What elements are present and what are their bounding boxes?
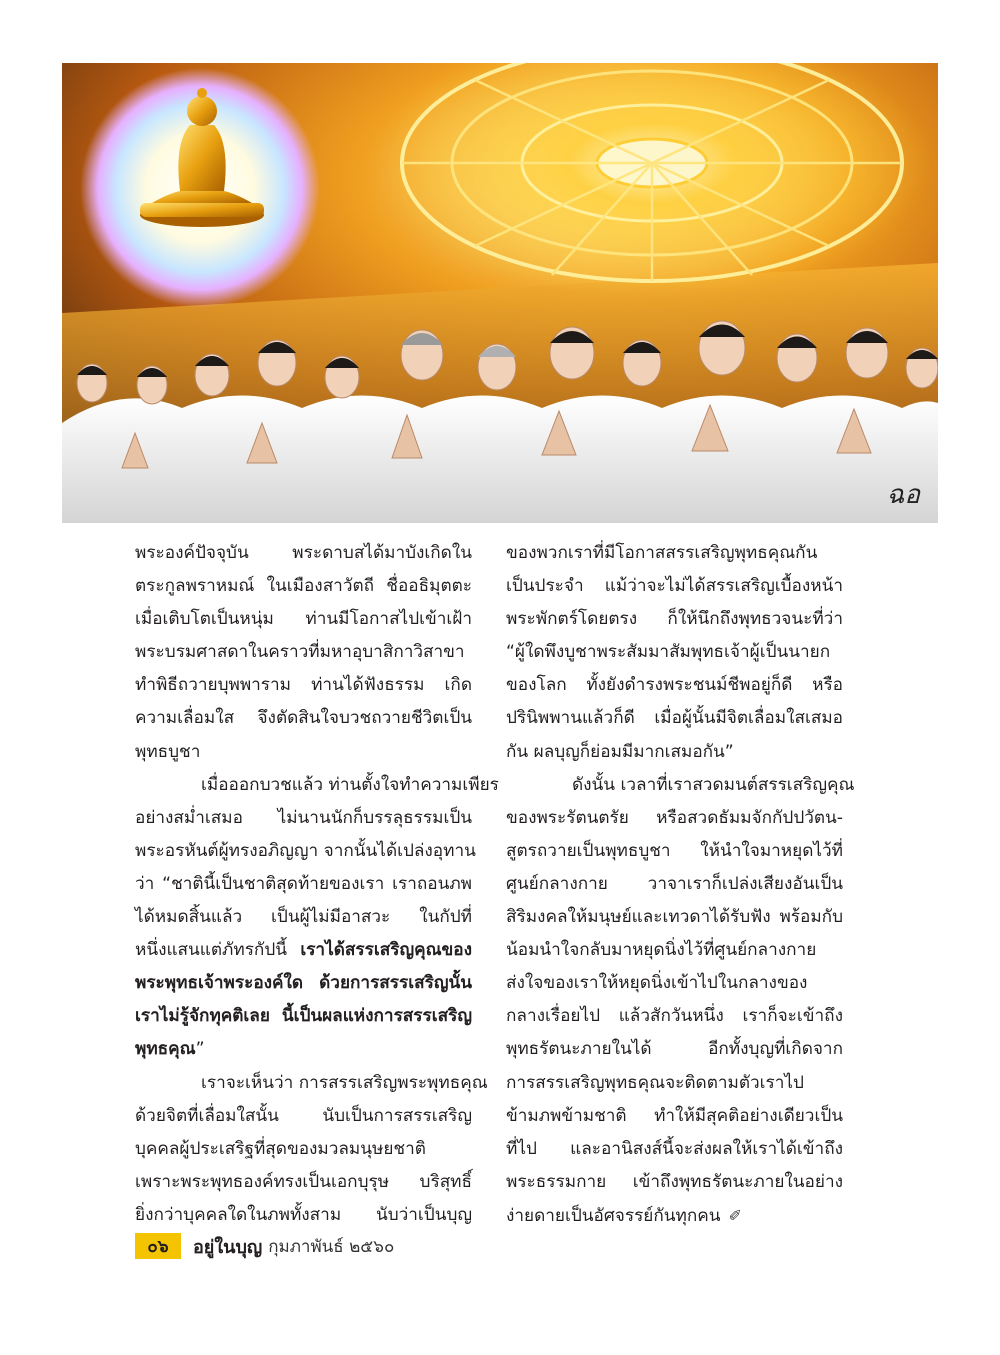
text-line: ของโลก ทั้งยังดำรงพระชนม์ชีพอยู่ก็ดี หรือ — [506, 675, 843, 696]
text-line: เป็นประจำ แม้ว่าจะไม่ได้สรรเสริญเบื้องหน้า — [506, 576, 843, 597]
text-line: พระบรมศาสดาในคราวที่มหาอุบาสิกาวิสาขา — [135, 642, 465, 663]
text-line: ข้ามภพข้ามชาติ ทำให้มีสุคติอย่างเดียวเป็น — [506, 1105, 843, 1126]
text-line: ดังนั้น เวลาที่เราสวดมนต์สรรเสริญคุณ — [572, 774, 855, 795]
left-column — [135, 537, 499, 1232]
text-line: กลางเรื่อยไป แล้วสักวันหนึ่ง เราก็จะเข้าถึง — [506, 1006, 843, 1027]
issue-date: กุมภาพันธ์ ๒๕๖๐ — [268, 1236, 395, 1257]
text-line: พุทธบูชา — [135, 741, 201, 762]
text-line: ด้วยจิตที่เลื่อมใสนั้น นับเป็นการสรรเสริญ — [135, 1105, 472, 1126]
text-line: ของพระรัตนตรัย หรือสวดธัมมจักกัปปวัตน- — [506, 807, 843, 828]
text-line: น้อมนำใจกลับมาหยุดนิ่งไว้ที่ศูนย์กลางกาย — [506, 940, 817, 961]
text-line: สูตรถวายเป็นพุทธบูชา ให้นำใจมาหยุดไว้ที่ — [506, 840, 843, 861]
text-line-mixed — [135, 934, 472, 967]
text-line: ยิ่งกว่าบุคคลใดในภพทั้งสาม นับว่าเป็นบุญ — [135, 1204, 472, 1225]
text-line: พระธรรมกาย เข้าถึงพุทธรัตนะภายในอย่าง — [506, 1171, 843, 1192]
hero-illustration — [62, 63, 938, 523]
text-line: เราจะเห็นว่า การสรรเสริญพระพุทธคุณ — [201, 1072, 488, 1093]
bold-text-line: พระพุทธเจ้าพระองค์ใด ด้วยการสรรเสริญนั้น — [135, 973, 472, 994]
text-line: พระพักตร์โดยตรง ก็ให้นึกถึงพุทธวจนะที่ว่า — [506, 609, 843, 630]
text-line: ได้หมดสิ้นแล้ว เป็นผู้ไม่มีอาสวะ ในกัปที่ — [135, 907, 472, 928]
page-number: ๐๖ — [135, 1233, 181, 1259]
final-text: ง่ายดายเป็นอัศจรรย์กันทุกคน — [506, 1205, 721, 1226]
left-paragraph-3 — [135, 1067, 488, 1232]
text-line: “ผู้ใดพึงบูชาพระสัมมาสัมพุทธเจ้าผู้เป็นนายก — [506, 642, 831, 663]
text-line: บุคคลผู้ประเสริฐที่สุดของมวลมนุษยชาติ — [135, 1138, 426, 1159]
buddha-worship-artwork — [62, 63, 938, 523]
bold-text-line: เราไม่รู้จักทุคติเลย นี้เป็นผลแห่งการสรรเสริญ — [135, 1006, 472, 1027]
right-column — [506, 537, 855, 1233]
text-line: สิริมงคลให้มนุษย์และเทวดาได้รับฟัง พร้อมกับ — [506, 907, 843, 928]
golden-buddha — [80, 68, 320, 308]
text-line: ความเลื่อมใส จึงตัดสินใจบวชถวายชีวิตเป็น — [135, 708, 472, 729]
text-line-final — [506, 1199, 843, 1233]
text-line-mixed — [135, 1033, 472, 1066]
text-line: กัน ผลบุญก็ย่อมมีมากเสมอกัน” — [506, 741, 734, 762]
text-line: ตระกูลพราหมณ์ ในเมืองสาวัตถี ชื่ออธิมุตตะ — [135, 576, 472, 597]
text-line: ของพวกเราที่มีโอกาสสรรเสริญพุทธคุณกัน — [506, 543, 818, 563]
right-paragraph-1 — [506, 537, 843, 769]
bold-text: พุทธคุณ — [135, 1039, 196, 1060]
text-line: ส่งใจของเราให้หยุดนิ่งเข้าไปในกลางของ — [506, 973, 808, 994]
text-line: ทำพิธีถวายบุพพาราม ท่านได้ฟังธรรม เกิด — [135, 675, 472, 696]
left-paragraph-1 — [135, 537, 472, 769]
text-line: เพราะพระพุทธองค์ทรงเป็นเอกบุรุษ บริสุทธิ์ — [135, 1171, 472, 1192]
closing-quote: ” — [195, 1039, 205, 1060]
text-line: เมื่อออกบวชแล้ว ท่านตั้งใจทำความเพียร — [201, 774, 499, 795]
text-line: อย่างสม่ำเสมอ ไม่นานนักก็บรรลุธรรมเป็น — [135, 807, 472, 828]
magazine-title: อยู่ในบุญ — [193, 1236, 263, 1258]
text-line: ว่า “ชาตินี้เป็นชาติสุดท้ายของเรา เราถอนภพ — [135, 873, 472, 894]
text-line: ปรินิพพานแล้วก็ดี เมื่อผู้นั้นมีจิตเลื่อมใสเสมอ — [506, 708, 843, 729]
artist-signature: ฉอ — [886, 480, 920, 510]
bold-text: เราได้สรรเสริญคุณของ — [300, 940, 472, 961]
page-footer — [135, 1232, 394, 1260]
text-line: เมื่อเติบโตเป็นหนุ่ม ท่านมีโอกาสไปเข้าเฝ้า — [135, 609, 472, 630]
end-mark-icon: ✐ — [728, 1205, 742, 1225]
text-line: พระอรหันต์ผู้ทรงอภิญญา จากนั้นได้เปล่งอุทาน — [135, 840, 476, 861]
text-line: พุทธรัตนะภายในได้ อีกทั้งบุญที่เกิดจาก — [506, 1039, 843, 1060]
right-paragraph-2 — [506, 769, 855, 1233]
text-line: พระองค์ปัจจุบัน พระดาบสได้มาบังเกิดใน — [135, 543, 472, 563]
text-line: ศูนย์กลางกาย วาจาเราก็เปล่งเสียงอันเป็น — [506, 873, 843, 894]
plain-text: หนึ่งแสนแต่ภัทรกัปนี้ — [135, 940, 301, 961]
text-line: ที่ไป และอานิสงส์นี้จะส่งผลให้เราได้เข้าถึง — [506, 1138, 843, 1159]
left-paragraph-2 — [135, 769, 499, 1067]
text-line: การสรรเสริญพุทธคุณจะติดตามตัวเราไป — [506, 1072, 804, 1093]
